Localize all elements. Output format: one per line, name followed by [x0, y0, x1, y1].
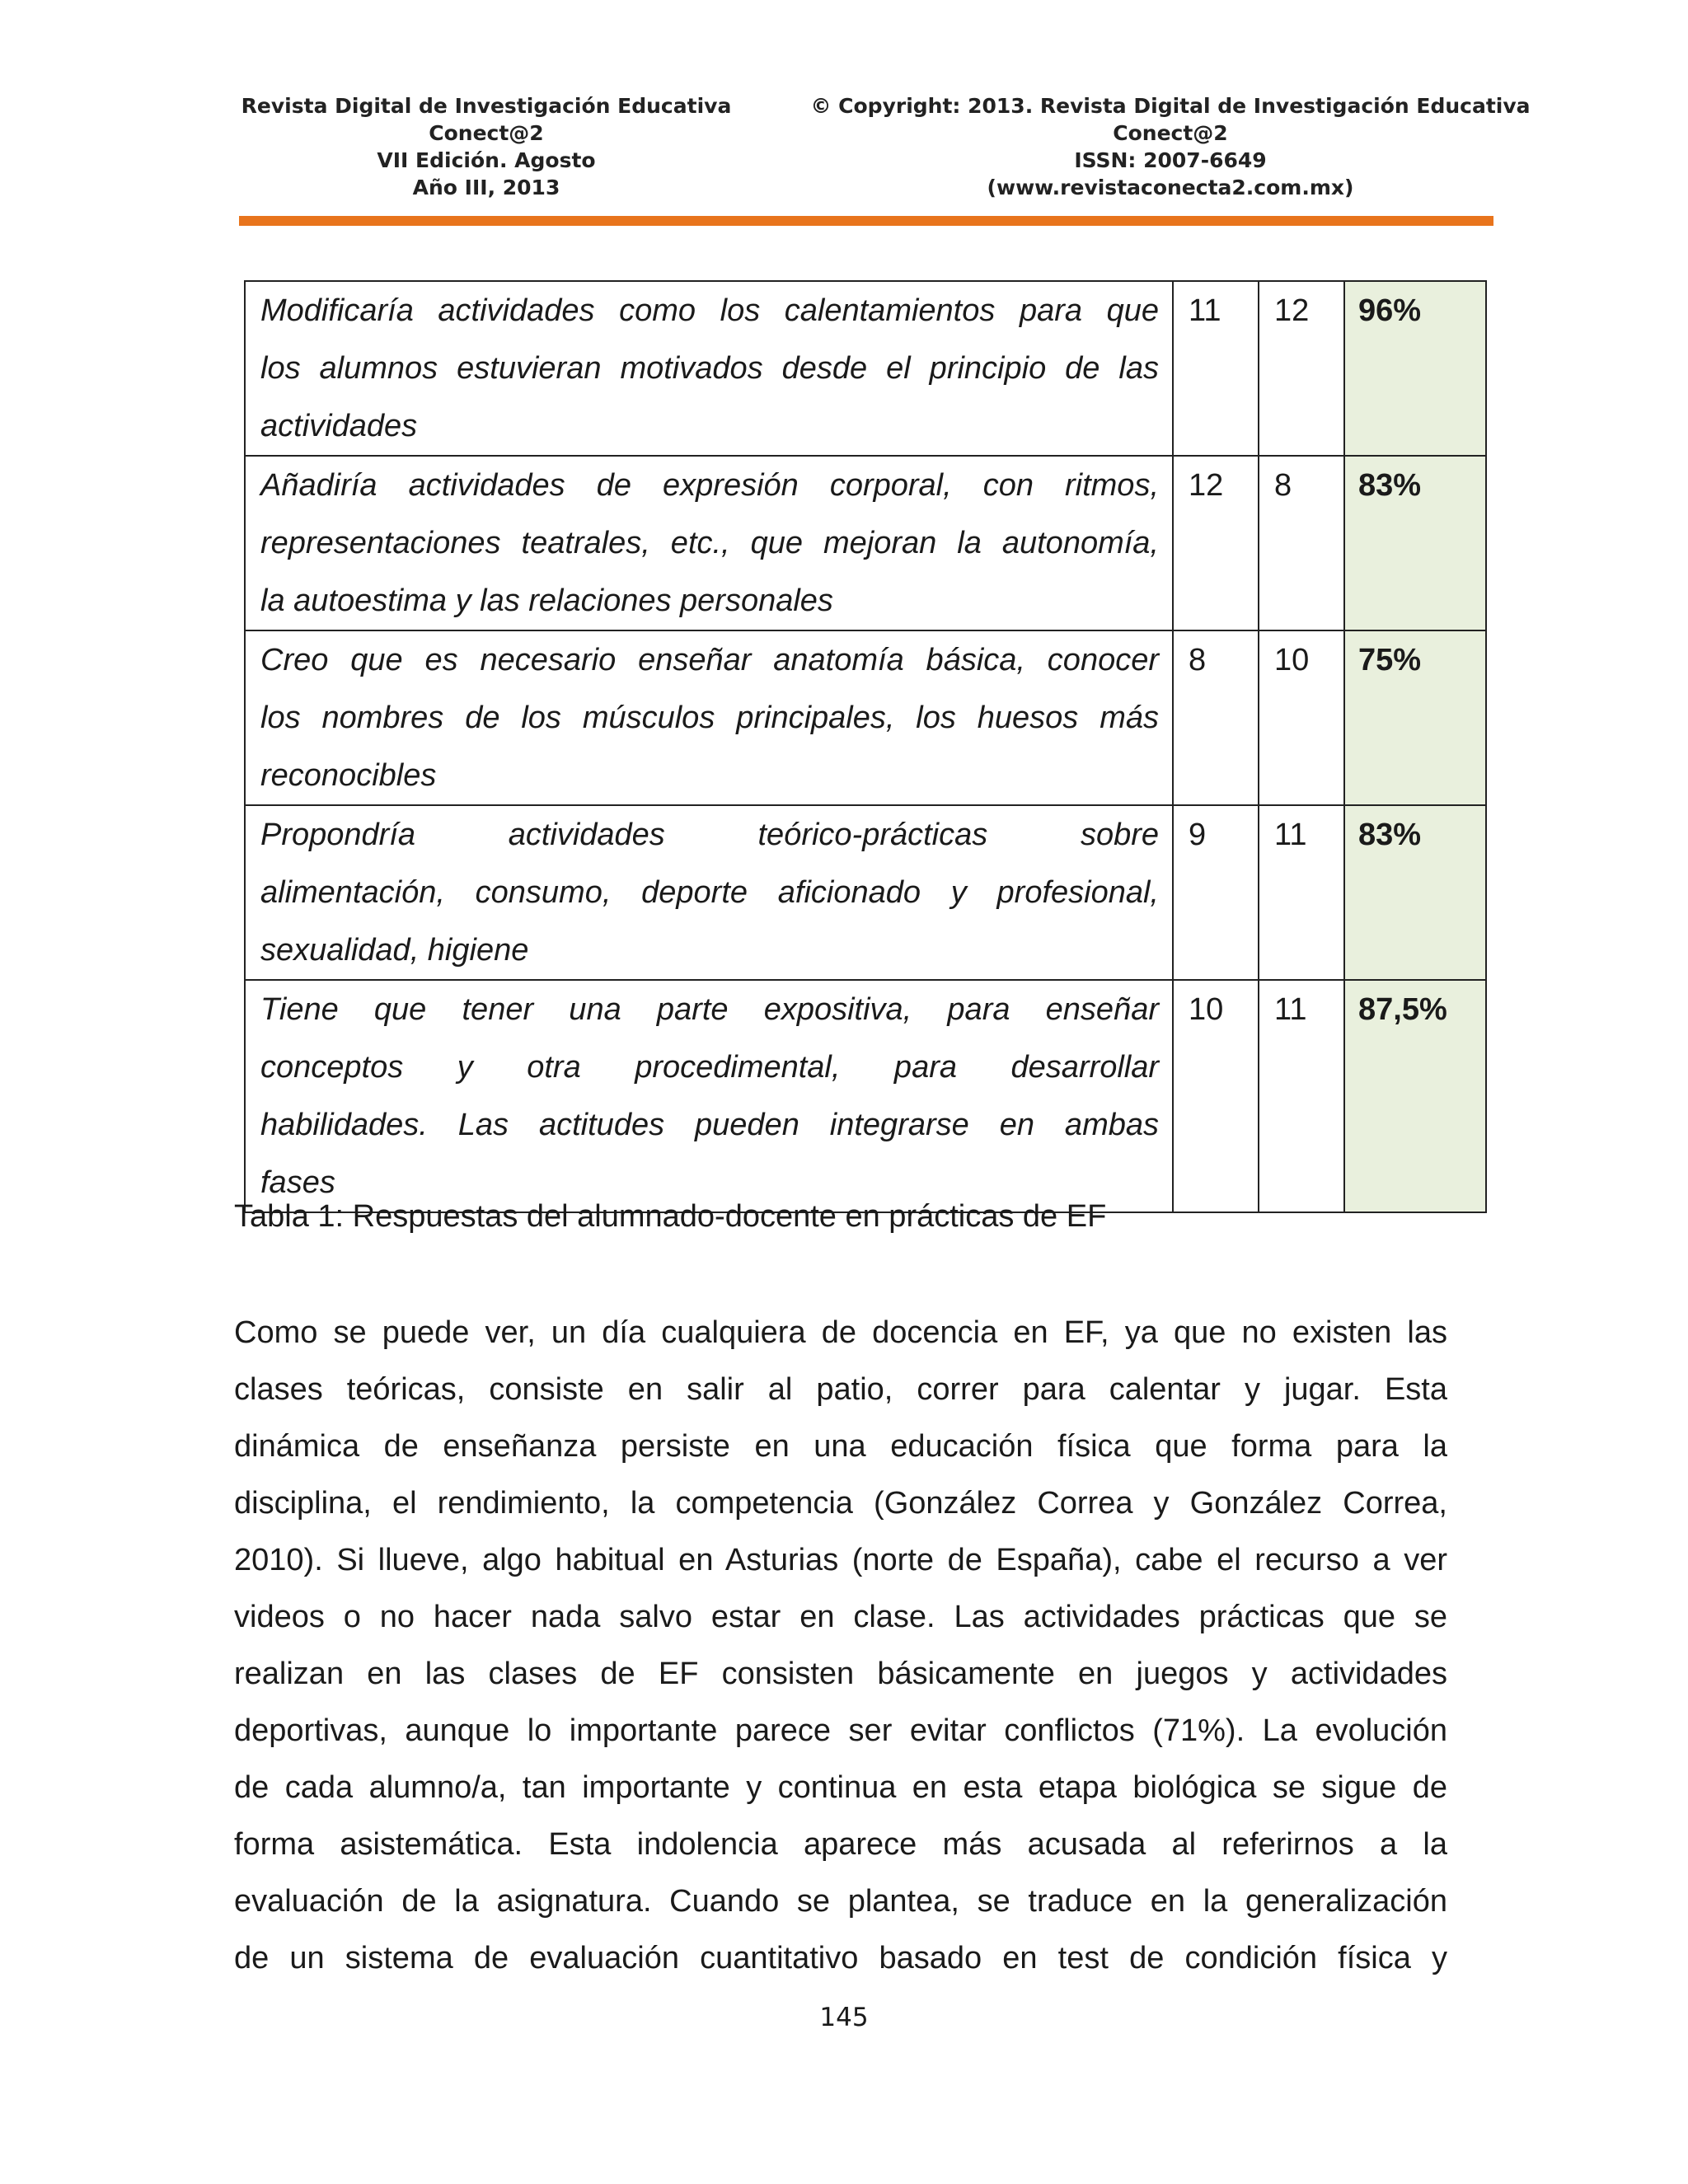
statement-line: la autoestima y las relaciones personales	[260, 583, 833, 618]
percentage-cell: 96%	[1344, 281, 1486, 456]
statement-line: fases	[260, 1165, 335, 1200]
journal-header-right	[808, 92, 1533, 201]
paragraph-line: deportivas, aunque lo importante parece ser evitar conflictos (71%). La evolución	[234, 1713, 1447, 1748]
paragraph-line: forma asistemática. Esta indolencia aparece más acusada al referirnos a la	[234, 1827, 1447, 1862]
statement-line: reconocibles	[260, 758, 437, 793]
table-caption: Tabla 1: Respuestas del alumnado-docente en prácticas de EF	[234, 1199, 1107, 1234]
paragraph-line: clases teóricas, consiste en salir al patio, correr para calentar y jugar. Esta	[234, 1372, 1447, 1407]
table-row	[245, 630, 1486, 805]
paragraph-line: videos o no hacer nada salvo estar en clase. Las actividades prácticas que se	[234, 1600, 1447, 1634]
statement-cell	[245, 281, 1173, 456]
statement-line: sexualidad, higiene	[260, 933, 529, 968]
statement-line: representaciones teatrales, etc., que mejoran la autonomía,	[260, 526, 1159, 560]
percentage-cell: 83%	[1344, 456, 1486, 630]
body-paragraph	[234, 1305, 1447, 1987]
page-number: 145	[819, 2003, 869, 2032]
statement-line: Añadiría actividades de expresión corporal, con ritmos,	[260, 468, 1159, 503]
count-b-cell: 11	[1259, 980, 1344, 1212]
table-row	[245, 281, 1486, 456]
journal-title: Revista Digital de Investigación Educativa	[241, 94, 732, 118]
statement-line: los alumnos estuvieran motivados desde el principio de las	[260, 351, 1159, 386]
count-a-cell: 10	[1173, 980, 1259, 1212]
paragraph-line: de un sistema de evaluación cuantitativo basado en test de condición física y	[234, 1941, 1447, 1975]
responses-table	[244, 280, 1487, 1213]
percentage-cell: 87,5%	[1344, 980, 1486, 1212]
count-a-cell: 9	[1173, 805, 1259, 980]
statement-line: habilidades. Las actitudes pueden integrarse en ambas	[260, 1108, 1159, 1142]
table-row	[245, 805, 1486, 980]
percentage-cell: 83%	[1344, 805, 1486, 980]
count-a-cell: 12	[1173, 456, 1259, 630]
statement-line: conceptos y otra procedimental, para desarrollar	[260, 1050, 1159, 1085]
count-b-cell: 8	[1259, 456, 1344, 630]
journal-edition: VII Edición. Agosto	[377, 148, 596, 172]
table-row	[245, 456, 1486, 630]
count-b-cell: 10	[1259, 630, 1344, 805]
table-row	[245, 980, 1486, 1212]
paragraph-line: disciplina, el rendimiento, la competencia (González Correa y González Correa,	[234, 1486, 1447, 1521]
copyright-line: © Copyright: 2013. Revista Digital de Investigación Educativa	[810, 94, 1531, 118]
issn: ISSN: 2007-6649	[1074, 148, 1267, 172]
journal-year: Año III, 2013	[412, 176, 560, 199]
statement-cell	[245, 980, 1173, 1212]
journal-url: (www.revistaconecta2.com.mx)	[987, 176, 1354, 199]
statement-line: Modificaría actividades como los calentamientos para que	[260, 293, 1159, 328]
paragraph-line: realizan en las clases de EF consisten básicamente en juegos y actividades	[234, 1657, 1447, 1691]
statement-line: Propondría actividades teórico-prácticas sobre	[260, 818, 1159, 852]
statement-line: alimentación, consumo, deporte aficionado y profesional,	[260, 875, 1159, 910]
statement-cell	[245, 630, 1173, 805]
count-b-cell: 11	[1259, 805, 1344, 980]
journal-name: Conect@2	[429, 121, 544, 145]
paragraph-line: evaluación de la asignatura. Cuando se plantea, se traduce en la generalización	[234, 1884, 1447, 1919]
statement-cell	[245, 456, 1173, 630]
paragraph-line: de cada alumno/a, tan importante y continua en esta etapa biológica se sigue de	[234, 1770, 1447, 1805]
count-a-cell: 11	[1173, 281, 1259, 456]
count-b-cell: 12	[1259, 281, 1344, 456]
header-rule	[239, 216, 1493, 226]
copyright-journal-name: Conect@2	[1113, 121, 1228, 145]
statement-cell	[245, 805, 1173, 980]
statement-line: actividades	[260, 409, 418, 443]
statement-line: Creo que es necesario enseñar anatomía básica, conocer	[260, 643, 1159, 677]
statement-line: Tiene que tener una parte expositiva, para enseñar	[260, 992, 1159, 1027]
journal-header-left	[239, 92, 734, 201]
count-a-cell: 8	[1173, 630, 1259, 805]
percentage-cell: 75%	[1344, 630, 1486, 805]
paragraph-line: Como se puede ver, un día cualquiera de docencia en EF, ya que no existen las	[234, 1315, 1447, 1350]
paragraph-line: 2010). Si llueve, algo habitual en Asturias (norte de España), cabe el recurso a ver	[234, 1543, 1447, 1577]
statement-line: los nombres de los músculos principales, los huesos más	[260, 701, 1159, 735]
paragraph-line: dinámica de enseñanza persiste en una educación física que forma para la	[234, 1429, 1447, 1464]
